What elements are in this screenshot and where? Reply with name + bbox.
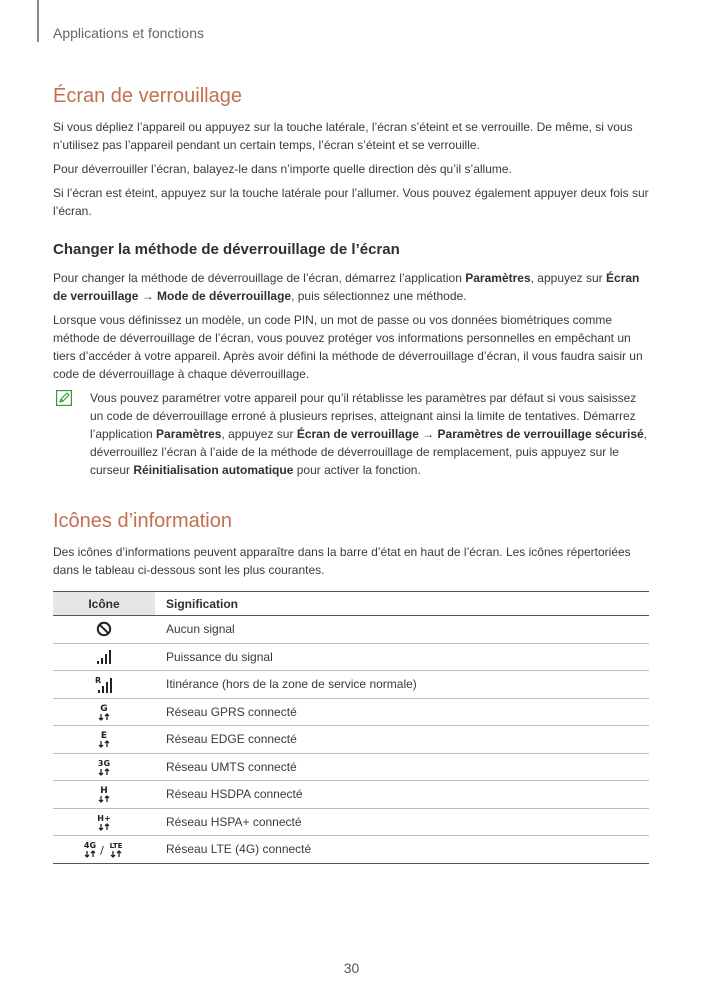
note-pencil-icon [56, 390, 72, 406]
table-cell-meaning: Itinérance (hors de la zone de service normale) [155, 671, 649, 699]
table-cell-meaning: Réseau GPRS connecté [155, 698, 649, 726]
edge-glyph: E [100, 731, 108, 742]
table-row [53, 836, 649, 864]
table-row [53, 726, 649, 754]
gprs-glyph: G [100, 703, 108, 714]
roaming-icon [95, 676, 113, 693]
lte-icon [82, 840, 126, 858]
note-block [53, 389, 649, 479]
hspa-plus-glyph: H+ [97, 813, 111, 823]
running-header: Applications et fonctions [53, 25, 204, 41]
column-header-meaning: Signification [155, 592, 649, 616]
margin-rule [37, 0, 39, 42]
paragraph: Lorsque vous définissez un modèle, un code PIN, un mot de passe ou vos données biométriques comme méthode de déverrouillage de l’écran, vous pouvez protéger vos informations personnelles en empêchant un tiers d’accéder à votre appareil. Après avoir défini la méthode de déverrouillage d’écran, il vous faudra saisir un code de déverrouillage à chaque déverrouillage. [53, 313, 643, 381]
table-cell-meaning: Puissance du signal [155, 643, 649, 671]
edge-icon [96, 730, 112, 748]
gprs-icon [96, 703, 112, 721]
table-cell-meaning: Réseau HSDPA connecté [155, 781, 649, 809]
table-cell-meaning: Aucun signal [155, 616, 649, 644]
page-content [53, 78, 649, 864]
hspa-plus-icon [95, 813, 113, 831]
paragraph: Pour déverrouiller l’écran, balayez-le dans n’importe quelle direction dès qu’il s’allume. [53, 162, 512, 176]
table-row [53, 616, 649, 644]
paragraph: Si vous dépliez l’appareil ou appuyez sur la touche latérale, l’écran s’éteint et se verrouille. De même, si vous n’utilisez pas l’appareil pendant un certain temps, l’écran s’éteint et se verrouille. [53, 120, 633, 152]
table-row [53, 698, 649, 726]
paragraph: Si l’écran est éteint, appuyez sur la touche latérale pour l’allumer. Vous pouvez également appuyer deux fois sur l’écran. [53, 186, 649, 218]
lte-4g-glyph: 4G [83, 841, 97, 851]
table-cell-meaning: Réseau UMTS connecté [155, 753, 649, 781]
lte-separator: / [100, 844, 104, 858]
table-row [53, 671, 649, 699]
page-number: 30 [343, 960, 360, 976]
roaming-glyph: R [95, 675, 102, 685]
section-title-lock-screen: Écran de verrouillage [53, 85, 242, 107]
paragraph: Des icônes d’informations peuvent apparaître dans la barre d’état en haut de l’écran. Les icônes répertoriées dans le tableau ci-dessous sont les plus courantes. [53, 545, 631, 577]
note-text: Vous pouvez paramétrer votre appareil pour qu’il rétablisse les paramètres par défaut si vous saisissez un code de déverrouillage erroné à plusieurs reprises, atteignant ainsi la limite de tentatives. Démarrez l’application Paramètres, appuyez sur Écran de verrouillage → Paramètres de verrouillage sécurisé, déverrouillez l’écran à l’aide de la méthode de déverrouillage de remplacement, puis appuyez sur le curseur Réinitialisation automatique pour activer la fonction. [90, 391, 648, 477]
hsdpa-glyph: H [100, 786, 108, 797]
subsection-title: Changer la méthode de déverrouillage de l’écran [53, 241, 400, 258]
table-row [53, 781, 649, 809]
paragraph: Pour changer la méthode de déverrouillage de l’écran, démarrez l’application Paramètres, appuyez sur Écran de verrouillage → Mode de déverrouillage, puis sélectionnez une méthode. [53, 271, 640, 303]
table-cell-meaning: Réseau LTE (4G) connecté [155, 836, 649, 864]
table-row [53, 808, 649, 836]
umts-icon [95, 758, 113, 776]
lte-glyph: LTE [109, 842, 123, 851]
table-row [53, 753, 649, 781]
column-header-icon: Icône [53, 592, 155, 616]
table-cell-meaning: Réseau HSPA+ connecté [155, 808, 649, 836]
umts-glyph: 3G [97, 758, 111, 768]
section-title-info-icons: Icônes d’information [53, 510, 232, 532]
no-signal-icon [96, 621, 112, 637]
hsdpa-icon [96, 785, 112, 803]
icon-table [53, 591, 649, 864]
signal-strength-icon [96, 649, 112, 664]
table-header-row [53, 592, 649, 616]
table-row [53, 643, 649, 671]
table-cell-meaning: Réseau EDGE connecté [155, 726, 649, 754]
